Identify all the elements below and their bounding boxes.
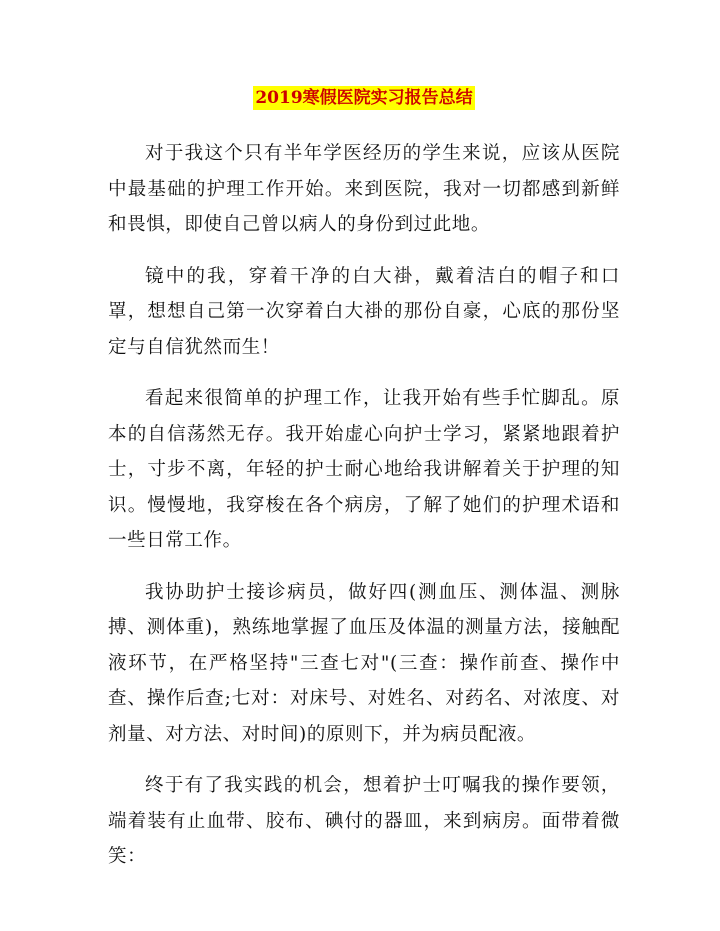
- paragraph-3: 看起来很简单的护理工作，让我开始有些手忙脚乱。原本的自信荡然无存。我开始虚心向护士学习，紧紧地跟着护士，寸步不离，年轻的护士耐心地给我讲解着关于护理的知识。慢慢地，我穿梭在各个病房，了解了她们的护理术语和一些日常工作。: [108, 388, 620, 551]
- paragraph-1: 对于我这个只有半年学医经历的学生来说，应该从医院中最基础的护理工作开始。来到医院，我对一切都感到新鲜和畏惧，即使自己曾以病人的身份到过此地。: [108, 143, 620, 235]
- paragraph-2: 镜中的我，穿着干净的白大褂，戴着洁白的帽子和口罩，想想自己第一次穿着白大褂的那份自豪，心底的那份坚定与自信犹然而生！: [108, 265, 620, 358]
- title-block: [108, 86, 620, 110]
- paragraph-5: 终于有了我实践的机会，想着护士叮嘱我的操作要领，端着装有止血带、胶布、碘付的器皿，来到病房。面带着微笑：: [108, 775, 620, 867]
- document-title: 2019寒假医院实习报告总结: [255, 88, 473, 108]
- paragraph-4: 我协助护士接诊病员，做好四(测血压、测体温、测脉搏、测体重)，熟练地掌握了血压及体温的测量方法，接触配液环节，在严格坚持"三查七对"(三查：操作前查、操作中查、操作后查;七对：对床号、对姓名、对药名、对浓度、对剂量、对方法、对时间)的原则下，并为病员配液。: [108, 581, 620, 745]
